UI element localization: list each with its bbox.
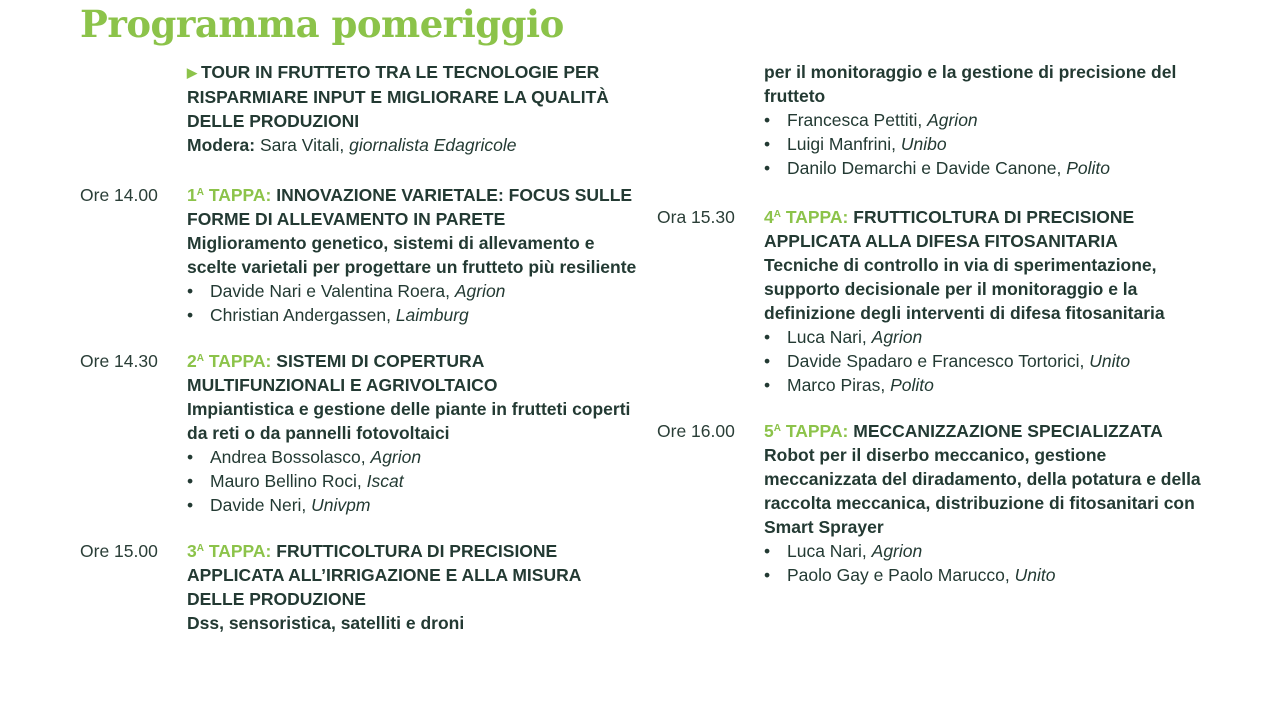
session-description: Tecniche di controllo in via di sperimentazione, supporto decisionale per il monitoraggio e la definizione degli interventi di difesa fitosanitaria bbox=[764, 255, 1165, 323]
session-5 bbox=[657, 419, 1217, 587]
session-heading: $4^A$ TAPPA: FRUTTICOLTURA DI PRECISIONE APPLICATA ALLA DIFESA FITOSANITARIA bbox=[764, 207, 1135, 251]
stage-label: $4^A$ TAPPA: bbox=[764, 207, 849, 227]
session-time: Ora 15.30 bbox=[657, 207, 735, 227]
session-heading: $1^A$ TAPPA: INNOVAZIONE VARIETALE: FOCUS SULLE FORME DI ALLEVAMENTO IN PARETE bbox=[187, 185, 633, 229]
triangle-bullet-icon: ▶ bbox=[187, 65, 197, 80]
speaker-list bbox=[187, 279, 640, 327]
stage-label: $5^A$ TAPPA: bbox=[764, 421, 849, 441]
speaker-list bbox=[764, 108, 1217, 180]
speaker-list bbox=[187, 445, 640, 517]
speaker-item: • Davide Spadaro e Francesco Tortorici, Unito bbox=[764, 349, 1217, 373]
speaker-item: • Luigi Manfrini, Unibo bbox=[764, 132, 1217, 156]
speaker-item: • Paolo Gay e Paolo Marucco, Unito bbox=[764, 563, 1217, 587]
speaker-item: • Luca Nari, Agrion bbox=[764, 325, 1217, 349]
right-column bbox=[657, 60, 1217, 609]
speaker-item: • Mauro Bellino Roci, Iscat bbox=[187, 469, 640, 493]
speaker-item: • Danilo Demarchi e Davide Canone, Polito bbox=[764, 156, 1217, 180]
session-description: Impiantistica e gestione delle piante in frutteti coperti da reti o da pannelli fotovoltaici bbox=[187, 399, 631, 443]
session-4 bbox=[657, 205, 1217, 397]
speaker-item: • Luca Nari, Agrion bbox=[764, 539, 1217, 563]
speaker-item: • Francesca Pettiti, Agrion bbox=[764, 108, 1217, 132]
intro-heading: ▶ TOUR IN FRUTTETO TRA LE TECNOLOGIE PER RISPARMIARE INPUT E MIGLIORARE LA QUALITÀ DELLE PRODUZIONI bbox=[187, 62, 609, 131]
session-description-continued: per il monitoraggio e la gestione di precisione del frutteto bbox=[764, 62, 1177, 106]
speaker-item: • Davide Neri, Univpm bbox=[187, 493, 640, 517]
moderator-role: giornalista Edagricole bbox=[349, 135, 517, 155]
moderator-name: Sara Vitali, bbox=[259, 135, 345, 155]
session-description: Dss, sensoristica, satelliti e droni bbox=[187, 613, 465, 633]
speaker-item: • Andrea Bossolasco, Agrion bbox=[187, 445, 640, 469]
session-time: Ore 15.00 bbox=[80, 541, 158, 561]
moderator-label: Modera: bbox=[187, 135, 256, 155]
speaker-item: • Davide Nari e Valentina Roera, Agrion bbox=[187, 279, 640, 303]
session-3 bbox=[80, 539, 640, 635]
session-heading: $2^A$ TAPPA: SISTEMI DI COPERTURA MULTIFUNZIONALI E AGRIVOLTAICO bbox=[187, 351, 498, 395]
stage-label: $1^A$ TAPPA: bbox=[187, 185, 272, 205]
session-description: Miglioramento genetico, sistemi di allevamento e scelte varietali per progettare un frutteto più resiliente bbox=[187, 233, 637, 277]
session-1 bbox=[80, 183, 640, 327]
session-time: Ore 16.00 bbox=[657, 421, 735, 441]
moderator-line bbox=[187, 133, 640, 157]
stage-label: $2^A$ TAPPA: bbox=[187, 351, 272, 371]
session-2 bbox=[80, 349, 640, 517]
session-3-continued bbox=[657, 60, 1217, 180]
intro-block bbox=[80, 60, 640, 157]
speaker-list bbox=[764, 325, 1217, 397]
speaker-item: • Christian Andergassen, Laimburg bbox=[187, 303, 640, 327]
session-time: Ore 14.30 bbox=[80, 351, 158, 371]
session-heading: $5^A$ TAPPA: MECCANIZZAZIONE SPECIALIZZATA bbox=[764, 421, 1163, 441]
session-time: Ore 14.00 bbox=[80, 185, 158, 205]
speaker-list bbox=[764, 539, 1217, 587]
left-column bbox=[80, 60, 640, 657]
stage-label: $3^A$ TAPPA: bbox=[187, 541, 272, 561]
session-heading: $3^A$ TAPPA: FRUTTICOLTURA DI PRECISIONE APPLICATA ALL’IRRIGAZIONE E ALLA MISURA DELLE PRODUZIONE bbox=[187, 541, 581, 609]
page-title: Programma pomeriggio bbox=[80, 2, 564, 46]
speaker-item: • Marco Piras, Polito bbox=[764, 373, 1217, 397]
session-description: Robot per il diserbo meccanico, gestione meccanizzata del diradamento, della potatura e della raccolta meccanica, distribuzione di fitosanitari con Smart Sprayer bbox=[764, 445, 1201, 537]
